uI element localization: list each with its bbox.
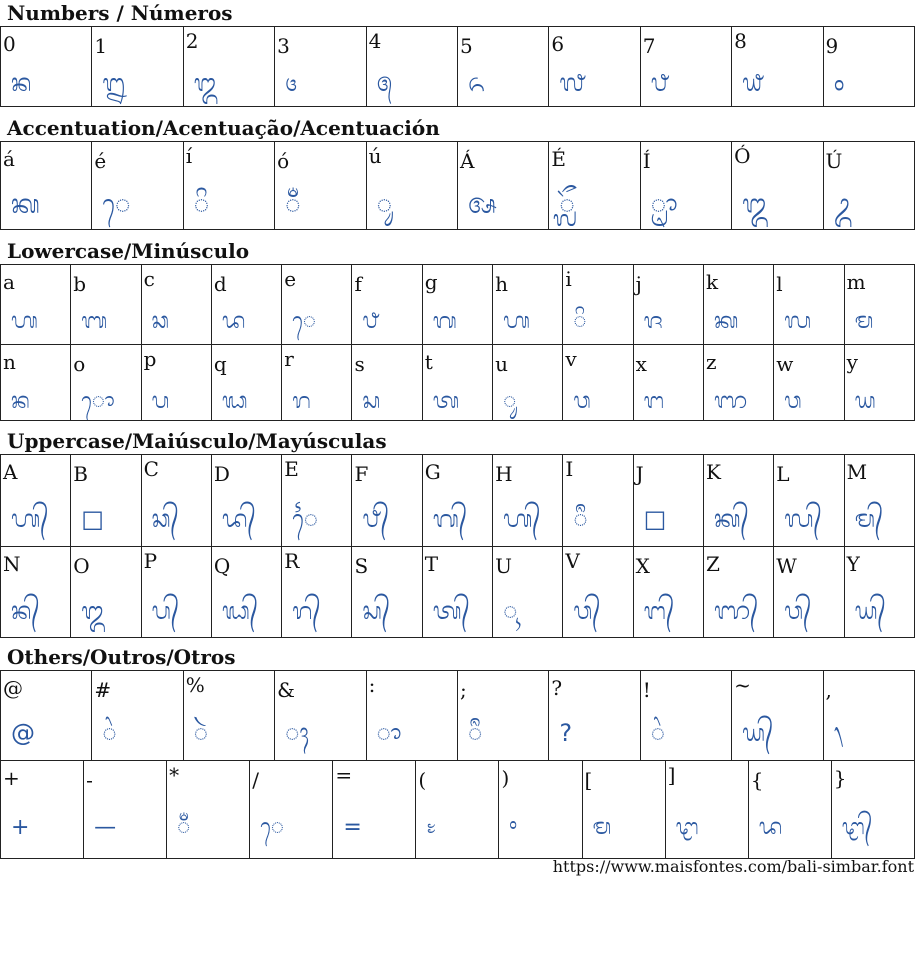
glyph-cell (282, 265, 352, 345)
section-title-lowercase: Lowercase/Minúsculo (7, 239, 250, 263)
glyph-cell (844, 547, 914, 638)
key-label: í (185, 144, 193, 168)
key-label: 9 (825, 34, 839, 58)
glyph-sample: ᬕ᭄ (432, 505, 468, 533)
key-label: D (213, 462, 230, 486)
glyph-sample: ᬂ (102, 719, 117, 747)
glyph-cell (563, 455, 633, 547)
key-label: Á (459, 149, 475, 173)
key-label: 7 (642, 34, 656, 58)
key-label: } (833, 766, 847, 790)
key-label: o (73, 352, 86, 376)
glyph-cell (582, 761, 665, 859)
glyph-cell (493, 455, 563, 547)
glyph-cell (844, 455, 914, 547)
source-url: https://www.maisfontes.com/bali-simbar.font (552, 857, 914, 876)
key-label: é (94, 149, 107, 173)
glyph-cell (250, 761, 333, 859)
glyph-cell (282, 455, 352, 547)
glyph-sample: ᭗ (559, 69, 586, 97)
glyph-cell (416, 761, 499, 859)
glyph-cell (633, 345, 703, 421)
key-label: B (73, 462, 88, 486)
glyph-cell (141, 455, 211, 547)
key-label: ( (418, 768, 427, 792)
glyph-sample: ᬹ (503, 597, 518, 625)
glyph-sample: ᬫ (592, 815, 612, 840)
glyph-sample: ᬂ (650, 719, 665, 747)
glyph-sample: ᬿ (292, 505, 319, 533)
glyph-cell (275, 27, 366, 107)
glyph-sample: ᭘ (650, 69, 670, 97)
glyph-sample: ᭕ (376, 69, 393, 97)
key-label: L (776, 462, 790, 486)
key-label: É (551, 147, 566, 171)
others-grid-2 (0, 760, 915, 859)
glyph-sample: ᬦ (11, 389, 30, 414)
glyph-cell (1, 142, 92, 230)
key-label: 2 (185, 29, 199, 53)
glyph-sample: ᬉ (833, 190, 853, 220)
key-label: ] (667, 763, 676, 787)
glyph-sample: — (94, 815, 117, 840)
key-label: I (565, 457, 574, 481)
glyph-sample: ᬻ (650, 190, 678, 220)
section-title-numbers: Numbers / Números (7, 1, 233, 25)
glyph-sample: ᬖ (221, 389, 248, 414)
glyph-sample: ᬾ (260, 815, 284, 840)
key-label: 3 (277, 34, 290, 58)
glyph-sample: ᬢ (432, 389, 460, 414)
glyph-sample: ᬶ (573, 309, 587, 334)
glyph-cell (703, 455, 773, 547)
glyph-cell (71, 345, 141, 421)
key-label: n (3, 350, 16, 374)
glyph-cell (422, 455, 492, 547)
key-label: 1 (94, 34, 108, 58)
glyph-cell (366, 142, 457, 230)
glyph-sample: ᬃ (193, 719, 209, 747)
key-label: s (354, 352, 365, 376)
key-label: G (424, 460, 441, 484)
glyph-sample: ᬗ᭄ (643, 597, 675, 625)
glyph-sample: □ (643, 505, 667, 533)
glyph-sample: ᬳ᭄ (503, 505, 541, 533)
key-label: Q (213, 554, 231, 578)
glyph-cell (844, 265, 914, 345)
glyph-sample: ᬩ (81, 309, 108, 334)
glyph-sample: ? (559, 719, 573, 747)
uppercase-grid (0, 454, 915, 638)
key-label: ; (459, 678, 467, 702)
glyph-cell (457, 142, 548, 230)
glyph-cell (774, 345, 844, 421)
key-label: S (354, 554, 369, 578)
glyph-cell (275, 142, 366, 230)
key-label: P (143, 549, 158, 573)
section-title-others: Others/Outros/Otros (7, 645, 236, 669)
key-label: d (213, 272, 227, 296)
glyph-cell (563, 345, 633, 421)
glyph-sample: ᬗ (643, 389, 665, 414)
glyph-cell (703, 265, 773, 345)
glyph-sample: ᬳ (503, 309, 530, 334)
key-label: ? (551, 676, 563, 700)
glyph-sample: ᬄ (285, 719, 310, 747)
glyph-row (1, 265, 915, 345)
glyph-cell (732, 671, 823, 761)
key-label: l (776, 272, 783, 296)
glyph-sample: ᬬ (854, 389, 876, 414)
key-label: * (169, 763, 180, 787)
glyph-cell (640, 142, 731, 230)
glyph-cell (823, 27, 914, 107)
glyph-sample: + (11, 815, 30, 840)
glyph-cell (71, 547, 141, 638)
glyph-sample: ᬨ᭄ (362, 505, 390, 533)
glyph-sample: ᬝ (675, 815, 699, 840)
glyph-sample: ᬮ (784, 309, 812, 334)
key-label: W (776, 554, 797, 578)
glyph-cell (92, 671, 183, 761)
glyph-cell (823, 142, 914, 230)
glyph-sample: ᬚ (643, 309, 664, 334)
glyph-sample: ᬕ (432, 309, 457, 334)
key-label: X (635, 554, 650, 578)
glyph-cell (422, 345, 492, 421)
key-label: = (335, 763, 353, 787)
key-label: ó (277, 149, 290, 173)
key-label: q (213, 352, 227, 376)
glyph-cell (457, 671, 548, 761)
key-label: / (252, 768, 259, 792)
glyph-sample: ᬼ (559, 190, 575, 220)
glyph-sample: ᬜ (713, 389, 748, 414)
glyph-cell (84, 761, 167, 859)
glyph-cell (352, 265, 422, 345)
glyph-sample: ᬷ (573, 505, 588, 533)
glyph-cell (703, 547, 773, 638)
glyph-sample: ᬧ᭄ (151, 597, 180, 625)
key-label: H (495, 462, 513, 486)
key-label: e (284, 267, 297, 291)
glyph-row (1, 142, 915, 230)
glyph-row (1, 547, 915, 638)
glyph-sample: ᬯ (784, 389, 802, 414)
glyph-sample: ᭝ (426, 815, 437, 840)
glyph-cell (633, 455, 703, 547)
glyph-sample: ᬅ (467, 190, 497, 220)
glyph-cell (633, 547, 703, 638)
key-label: i (565, 267, 572, 291)
key-label: Í (642, 149, 651, 173)
numbers-grid (0, 26, 915, 107)
glyph-cell (831, 761, 914, 859)
section-title-uppercase: Uppercase/Maiúsculo/Mayúsculas (7, 429, 387, 453)
glyph-row (1, 761, 915, 859)
key-label: J (635, 462, 644, 486)
glyph-sample: ᭙ (742, 69, 764, 97)
glyph-sample: ᬜ᭄ (713, 597, 759, 625)
key-label: t (424, 350, 433, 374)
glyph-sample: ᭒ (102, 69, 126, 97)
glyph-sample: ᬤ (758, 815, 783, 840)
glyph-cell (183, 671, 274, 761)
key-label: 4 (368, 29, 382, 53)
key-label: c (143, 267, 155, 291)
glyph-sample: ᬢ᭄ (432, 597, 471, 625)
glyph-sample: ᬁ (285, 190, 301, 220)
glyph-cell (92, 142, 183, 230)
glyph-cell (774, 265, 844, 345)
glyph-sample: ᬲ (362, 389, 381, 414)
key-label: R (284, 549, 300, 573)
key-label: Ó (734, 144, 751, 168)
glyph-cell (1, 265, 71, 345)
glyph-sample: ᭔ (285, 69, 298, 97)
glyph-sample: = (343, 815, 362, 840)
glyph-cell (183, 27, 274, 107)
glyph-sample: □ (81, 505, 104, 533)
glyph-cell (141, 547, 211, 638)
glyph-cell (422, 547, 492, 638)
glyph-sample: ᬫ (854, 309, 874, 334)
glyph-cell (1, 345, 71, 421)
key-label: u (495, 352, 508, 376)
glyph-cell (563, 547, 633, 638)
glyph-cell (748, 761, 831, 859)
key-label: 0 (3, 32, 16, 56)
glyph-cell (844, 345, 914, 421)
glyph-sample: ᭞ (833, 719, 843, 747)
glyph-row (1, 345, 915, 421)
glyph-sample: ᬵ (376, 719, 402, 747)
glyph-sample: ᬯ (573, 389, 591, 414)
glyph-sample: ᬑ (742, 190, 768, 220)
glyph-sample: ᬾ (102, 190, 131, 220)
glyph-cell (640, 671, 731, 761)
glyph-sample: ᬘ (151, 309, 170, 334)
glyph-sample: ᬨ (362, 309, 380, 334)
glyph-cell (366, 27, 457, 107)
key-label: k (705, 270, 719, 294)
glyph-sample: ᬤ (221, 309, 246, 334)
glyph-cell (549, 142, 640, 230)
key-label: F (354, 462, 369, 486)
glyph-sample: ᬁ (177, 815, 191, 840)
glyph-sample: ᬳ᭄ (11, 505, 49, 533)
glyph-sample: ᬭ (292, 389, 311, 414)
glyph-cell (141, 345, 211, 421)
glyph-cell (211, 547, 281, 638)
glyph-sample: ᭀ (81, 389, 115, 414)
glyph-cell (493, 547, 563, 638)
glyph-sample: ᬓ (11, 190, 40, 220)
glyph-cell (1, 27, 92, 107)
key-label: b (73, 272, 87, 296)
glyph-cell (71, 455, 141, 547)
glyph-cell (457, 27, 548, 107)
glyph-cell (549, 671, 640, 761)
lowercase-grid (0, 264, 915, 421)
glyph-cell (774, 547, 844, 638)
key-label: r (284, 347, 294, 371)
key-label: O (73, 554, 90, 578)
glyph-sample: @ (11, 719, 35, 747)
glyph-cell (282, 345, 352, 421)
glyph-cell (563, 265, 633, 345)
key-label: # (94, 678, 112, 702)
key-label: E (284, 457, 299, 481)
glyph-cell (183, 142, 274, 230)
key-label: á (3, 147, 15, 171)
glyph-sample: ᬤ᭄ (221, 505, 256, 533)
section-title-accentuation: Accentuation/Acentuação/Acentuación (7, 116, 440, 140)
others-grid-1 (0, 670, 915, 761)
glyph-cell (333, 761, 416, 859)
glyph-sample: ᬦ (11, 69, 32, 97)
glyph-sample: ᭐ (833, 69, 845, 97)
key-label: ) (501, 766, 510, 790)
key-label: Y (846, 552, 860, 576)
key-label: p (143, 347, 157, 371)
key-label: A (3, 460, 18, 484)
glyph-sample: ᭓ (193, 69, 218, 97)
key-label: : (368, 673, 376, 697)
glyph-sample: ᬓ (713, 309, 739, 334)
glyph-cell (422, 265, 492, 345)
glyph-cell (71, 265, 141, 345)
glyph-sample: ᬬ᭄ (742, 719, 774, 747)
glyph-sample: ᬝ᭄ (841, 815, 873, 840)
glyph-sample: ᬫ᭄ (854, 505, 884, 533)
glyph-cell (1, 547, 71, 638)
key-label: j (635, 272, 642, 296)
key-label: Ú (825, 149, 843, 173)
glyph-cell (774, 455, 844, 547)
glyph-sample: ᬧ (151, 389, 170, 414)
glyph-cell (823, 671, 914, 761)
glyph-cell (1, 761, 84, 859)
key-label: z (705, 350, 717, 374)
glyph-cell (1, 671, 92, 761)
key-label: % (185, 673, 205, 697)
glyph-sample: ᬘ᭄ (151, 505, 180, 533)
key-label: a (3, 270, 15, 294)
glyph-cell (167, 761, 250, 859)
key-label: N (3, 552, 21, 576)
key-label: C (143, 457, 159, 481)
key-label: K (705, 460, 721, 484)
glyph-sample: ᭖ (467, 69, 486, 97)
accentuation-grid (0, 141, 915, 230)
glyph-cell (640, 27, 731, 107)
glyph-sample: ᭜ (509, 815, 518, 840)
glyph-sample: ᬾ (292, 309, 316, 334)
key-label: ~ (734, 673, 751, 697)
glyph-cell (493, 345, 563, 421)
glyph-cell (1, 455, 71, 547)
glyph-sample: ᬓ᭄ (713, 505, 749, 533)
key-label: 5 (459, 34, 473, 58)
glyph-cell (282, 547, 352, 638)
key-label: 6 (551, 32, 565, 56)
glyph-sample: ᭓ (81, 597, 105, 625)
key-label: 8 (734, 29, 747, 53)
key-label: { (750, 768, 764, 792)
key-label: y (846, 350, 858, 374)
key-label: ! (642, 678, 651, 702)
key-label: U (495, 554, 512, 578)
glyph-cell (92, 27, 183, 107)
glyph-cell (141, 265, 211, 345)
glyph-row (1, 455, 915, 547)
key-label: x (635, 352, 647, 376)
glyph-cell (549, 27, 640, 107)
glyph-cell (732, 27, 823, 107)
glyph-sample: ᬷ (467, 719, 483, 747)
glyph-sample: ᬭ᭄ (292, 597, 321, 625)
glyph-row (1, 671, 915, 761)
key-label: h (495, 272, 508, 296)
glyph-cell (732, 142, 823, 230)
key-label: v (565, 347, 577, 371)
glyph-sample: ᬸ (376, 190, 393, 220)
glyph-cell (493, 265, 563, 345)
key-label: w (776, 352, 794, 376)
glyph-cell (703, 345, 773, 421)
glyph-cell (499, 761, 582, 859)
glyph-sample: ᬖ᭄ (221, 597, 259, 625)
key-label: Z (705, 552, 720, 576)
glyph-cell (633, 265, 703, 345)
key-label: f (354, 272, 362, 296)
glyph-cell (366, 671, 457, 761)
glyph-sample: ᬦ᭄ (11, 597, 40, 625)
glyph-cell (211, 345, 281, 421)
glyph-cell (352, 547, 422, 638)
key-label: m (846, 270, 866, 294)
key-label: g (424, 270, 438, 294)
key-label: T (424, 552, 439, 576)
glyph-sample: ᬬ᭄ (854, 597, 886, 625)
key-label: + (3, 766, 20, 790)
key-label: ú (368, 144, 382, 168)
glyph-row (1, 27, 915, 107)
glyph-sample: ᬯ᭄ (784, 597, 812, 625)
key-label: , (825, 678, 832, 702)
glyph-sample: ᬲ᭄ (362, 597, 391, 625)
key-label: & (277, 678, 295, 702)
key-label: - (86, 768, 93, 792)
glyph-cell (275, 671, 366, 761)
glyph-cell (665, 761, 748, 859)
key-label: V (565, 549, 580, 573)
glyph-cell (352, 345, 422, 421)
key-label: M (846, 460, 868, 484)
key-label: @ (3, 676, 23, 700)
key-label: [ (584, 768, 593, 792)
glyph-cell (211, 455, 281, 547)
glyph-sample: ᬸ (503, 389, 517, 414)
glyph-sample: ᬶ (193, 190, 210, 220)
glyph-sample: ᬳ (11, 309, 38, 334)
glyph-sample: ᬮ᭄ (784, 505, 822, 533)
glyph-cell (352, 455, 422, 547)
glyph-cell (211, 265, 281, 345)
glyph-sample: ᬯ᭄ (573, 597, 601, 625)
